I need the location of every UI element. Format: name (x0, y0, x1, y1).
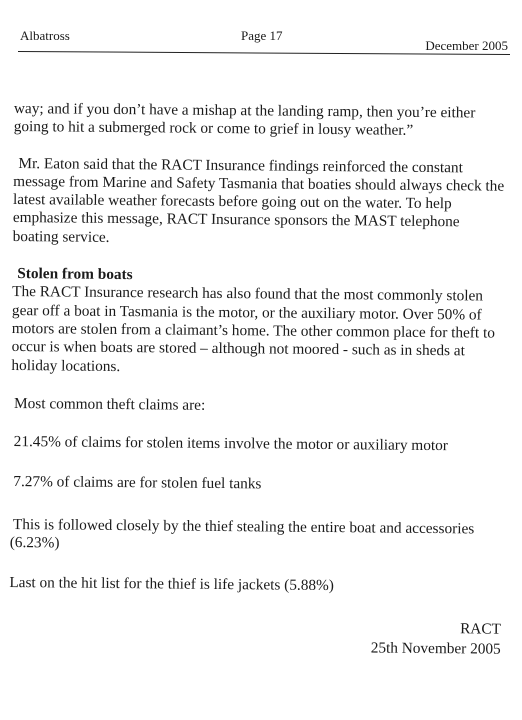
intro-paragraph: way; and if you don’t have a mishap at the landing ramp, then you’re either going to hit a submerged rock or come to grief in lousy weather.” (13, 100, 476, 140)
publication-name: Albatross (20, 28, 70, 43)
section-heading: Stolen from boats (17, 265, 133, 284)
common-claims-intro: Most common theft claims are: (14, 394, 206, 414)
page-number: Page 17 (241, 28, 283, 43)
stolen-paragraph: The RACT Insurance research has also found that the most commonly stolen gear off a boat in Tasmania is the motor, or the auxiliary motor. Over 50% of motors are stolen from a claimant’s home. The other common place for theft to occur is when boats are stored – although not moored - such as in sheds at holiday locations. (11, 283, 495, 375)
page-header (20, 28, 508, 53)
article-body (9, 100, 510, 659)
eaton-paragraph: Mr. Eaton said that the RACT Insurance findings reinforced the constant message from Marine and Safety Tasmania that boaties should always check the latest available weather forecasts before going out on the water. To help emphasize this message, RACT Insurance sponsors the MAST telephone boating service. (12, 154, 505, 246)
fuel-tank-claims-stat: 7.27% of claims are for stolen fuel tanks (13, 473, 262, 493)
motor-claims-stat: 21.45% of claims for stolen items involve the motor or auxiliary motor (13, 433, 448, 455)
entire-boat-paragraph: This is followed closely by the thief stealing the entire boat and accessories (6.23%) (9, 515, 475, 552)
signature-author: RACT (460, 619, 502, 638)
issue-date: December 2005 (425, 38, 508, 53)
signature-date: 25th November 2005 (370, 639, 501, 658)
signature-block (9, 615, 505, 660)
life-jackets-paragraph: Last on the hit list for the thief is life jackets (5.88%) (9, 574, 334, 595)
